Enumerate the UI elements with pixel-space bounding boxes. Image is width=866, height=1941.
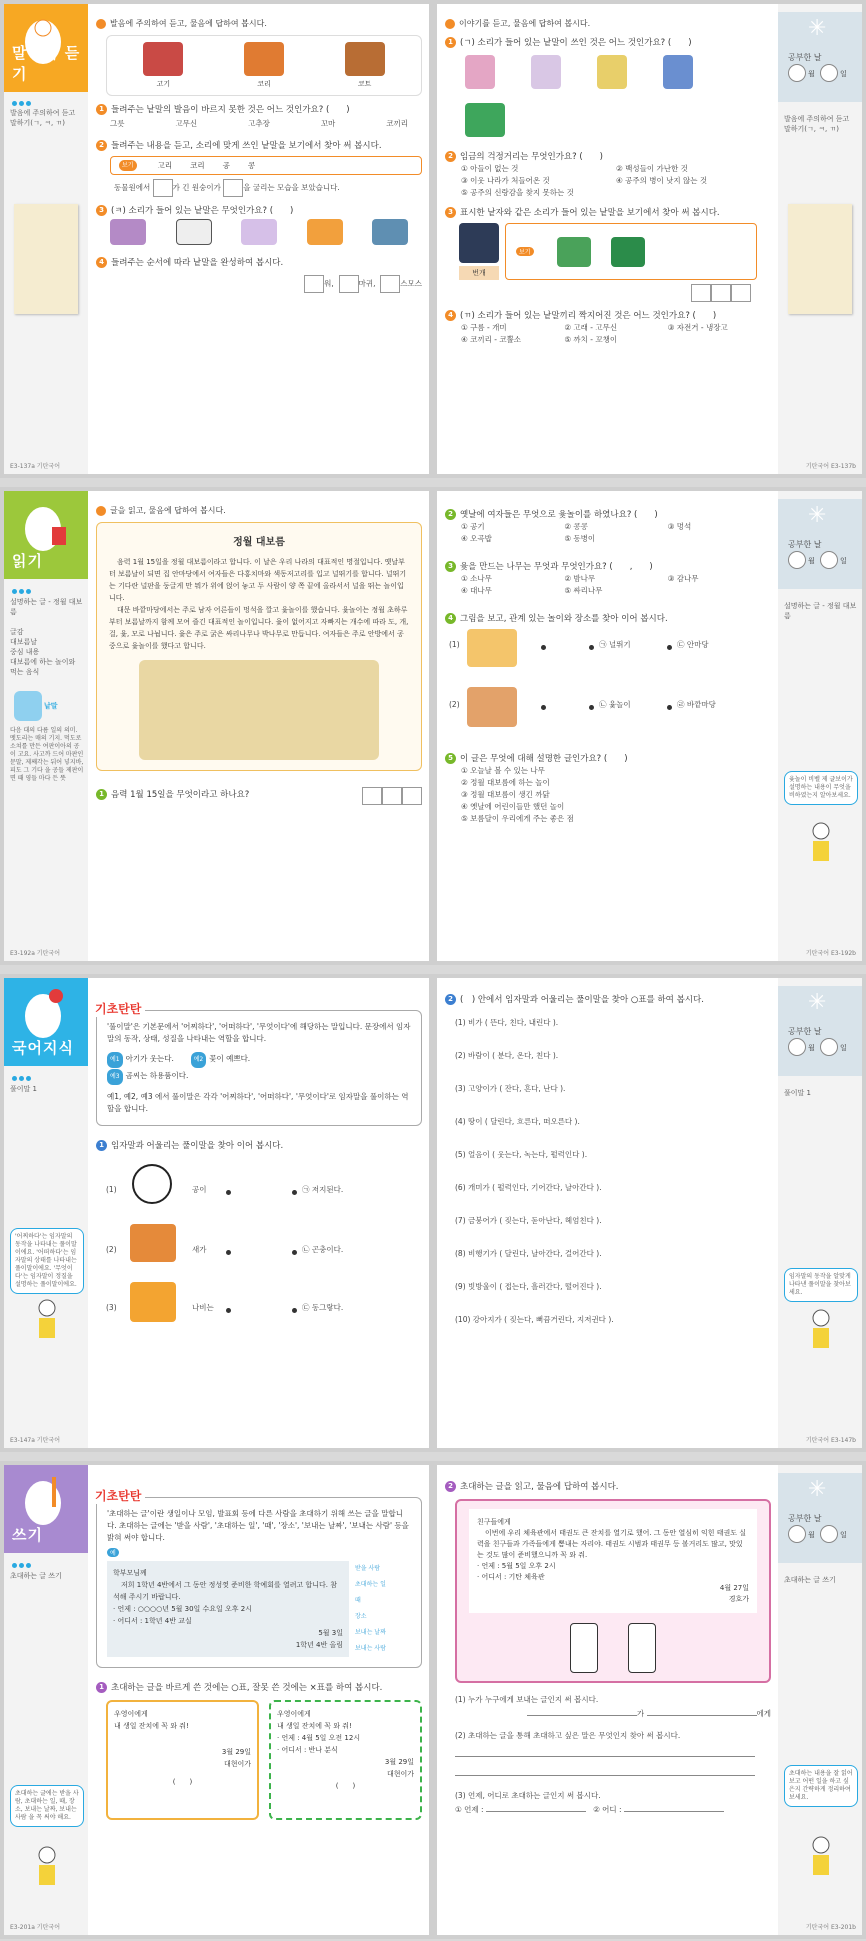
question-1: 1 들려주는 낱말의 발음이 바르지 못한 것은 어느 것인가요? ( ): [96, 104, 422, 116]
q1-pictures: [445, 49, 771, 143]
question-2: 2 임금의 걱정거리는 무엇인가요? ( ): [445, 151, 771, 163]
question-5: 5 이 글은 무엇에 대해 설명한 글인가요? ( ): [445, 753, 771, 765]
month-input[interactable]: [788, 1038, 806, 1056]
option[interactable]: ⑤ 공주의 신랑감을 찾지 못하는 것: [461, 188, 574, 197]
sub-question: (1) 누가 누구에게 보내는 글인지 써 봅시다.: [455, 1695, 599, 1704]
left-sidebar: [4, 4, 88, 474]
option[interactable]: ⑤ 싸리나무: [564, 586, 603, 595]
q1-options: [96, 116, 422, 132]
kid-mascot: [30, 1298, 64, 1346]
option[interactable]: ② 콩콩: [564, 522, 588, 531]
section-desc: 초대하는 글 쓰기: [784, 1576, 836, 1584]
picture-row: [106, 35, 422, 96]
card-1: 우영이에게 내 생일 잔치에 꼭 와 줘! 3월 29일 대현이가 ( ): [106, 1700, 259, 1820]
section-desc: 발음에 주의하여 듣고 말하기(ㄱ, ㅋ, ㄲ): [784, 115, 850, 133]
hint-bubble: '어찌하다'는 임자말의 동작을 나타내는 풀이말이에요. '어떠하다'는 임자말의 상태를 나타내는 풀이말이에요. '무엇이다'는 임자말이 정질을 설명하는 풀이말이에요.: [10, 1228, 84, 1294]
basics-title: 기초탄탄: [91, 1487, 145, 1504]
section-desc: 설명하는 글 - 정월 대보름: [10, 598, 83, 616]
matching-area: (1) 공이 ㉠ 저지된다. (2) 새가 ㉡ 곤충이다. (3) 나비는 ㉢ 동그랗다.: [96, 1152, 422, 1352]
answer-box[interactable]: [339, 275, 359, 293]
study-date: ✳ 공부한 날 월 일: [778, 499, 862, 589]
story-paragraph: 음력 1월 15일을 정월 대보름이라고 합니다. 이 날은 우리 나라의 대표적인 명절입니다. 옛날부터 보름날이 되면 집 안마당에서 여자들은 다홍치마와 색동저고리를 입고 널뛰기를 합니다. 널뛰기는 기다란 널판을 둥글게 만 뭐가 위에 얹어 놓고 두 사람이 양 쪽 끝에 올라서서 널을 뛰는 놀이입니다.: [109, 558, 407, 602]
mascot-icon: [18, 1471, 68, 1531]
knight-image[interactable]: [597, 55, 627, 89]
answer-line[interactable]: [455, 1762, 755, 1776]
option[interactable]: 코끼리: [386, 119, 408, 128]
kid-mascot: [804, 1308, 838, 1356]
answer-line[interactable]: [624, 1811, 724, 1812]
hint-bubble: 초대하는 내용을 잘 읽어 보고 어떤 일을 하고 싶은지 간략하게 정리하여 보세요.: [784, 1765, 858, 1807]
match-label: 공이: [192, 1185, 207, 1194]
page-192a: [4, 491, 429, 961]
mascot-icon: [18, 984, 68, 1044]
match-dot[interactable]: [667, 705, 672, 710]
match-label: ㉢ 안마당: [677, 640, 709, 649]
option[interactable]: ⑤ 까치 - 꼬챙이: [564, 335, 618, 344]
question-2: 2 옛날에 여자들은 무엇으로 윷놀이를 하였나요? ( ): [445, 509, 771, 521]
level-dots: [12, 1561, 33, 1571]
section-header: [4, 491, 88, 579]
option[interactable]: ③ 멍석: [667, 522, 692, 531]
option[interactable]: ⑤ 보름달이 우리에게 주는 좋은 점: [461, 814, 574, 823]
section-desc: 풀이말 1: [10, 1085, 37, 1093]
question-4: 4 그림을 보고, 관계 있는 놀이와 장소를 찾아 이어 봅시다.: [445, 613, 771, 625]
option[interactable]: ① 소나무: [461, 574, 492, 583]
spool-image[interactable]: [241, 219, 277, 245]
spread-3: [0, 974, 866, 1452]
page-147a: [4, 978, 429, 1448]
king-image[interactable]: [663, 55, 693, 89]
option[interactable]: ② 백성들이 가난한 것: [616, 164, 688, 173]
left-sidebar: [4, 491, 88, 961]
answer-box[interactable]: [711, 284, 731, 302]
book-icon: [96, 506, 106, 516]
bird-image: [130, 1224, 176, 1262]
match-dot[interactable]: [541, 645, 546, 650]
tip-icon: [14, 691, 42, 721]
coat-image: [345, 42, 385, 76]
option[interactable]: ① 아들이 없는 것: [461, 164, 519, 173]
item[interactable]: (1) 비가 ( 뜬다, 친다, 내린다 ).: [455, 1018, 559, 1027]
question-1: 1 임자말과 어울리는 풀이말을 찾아 이어 봅시다.: [96, 1140, 422, 1152]
question-4: 4 (ㄲ) 소리가 들어 있는 낱말끼리 짝지어진 것은 어느 것인가요? ( ): [445, 310, 771, 322]
page-201a: [4, 1465, 429, 1935]
left-sidebar: [4, 978, 88, 1448]
answer-line[interactable]: [647, 1715, 757, 1716]
match-label: ㉡ 윷놀이: [599, 700, 631, 709]
question-2: 2 초대하는 글을 읽고, 물음에 답하여 봅시다.: [445, 1481, 771, 1493]
star-icon: ✳: [808, 503, 827, 528]
right-sidebar: [778, 4, 862, 474]
section-title: 쓰기: [12, 1526, 43, 1544]
option[interactable]: 고추장: [248, 119, 270, 128]
section-header: [4, 4, 88, 92]
basics-title: 기초탄탄: [91, 1000, 145, 1017]
section-desc: 풀이말 1: [784, 1089, 811, 1097]
examples: 예1 아기가 웃는다. 예2 꽃이 예쁘다. 예3 곰씨는 하용품이다.: [107, 1051, 411, 1085]
q3-area: [445, 219, 771, 284]
yutnori-illustration: [139, 660, 379, 760]
question-3: 3 표시한 낱자와 같은 소리가 들어 있는 낱말을 보기에서 찾아 써 봅시다.: [445, 207, 771, 219]
right-sidebar: [778, 978, 862, 1448]
story-box: [96, 522, 422, 771]
item[interactable]: (2) 바람이 ( 분다, 온다, 친다 ).: [455, 1051, 559, 1060]
month-input[interactable]: [788, 1525, 806, 1543]
option[interactable]: 고무신: [175, 119, 198, 128]
item[interactable]: (6) 개미가 ( 펄럭인다, 기어간다, 날아간다 ).: [455, 1183, 602, 1192]
option[interactable]: ② 밤나무: [564, 574, 596, 583]
example-letter: 학부모님께 저희 1학년 4반에서 그 동안 정성껏 준비한 학예회를 열려고 합니다. 참석해 주시기 바랍니다. · 언제 : ○○○○년 5월 30일 수요일 오후 2시 · 어디서 : 1학년 4반 교실 5월 3일 1학년 4반 올림 받을 사람 초대하는 일 때 장소 보내는 날짜 보내는 사람: [107, 1561, 411, 1657]
option[interactable]: ④ 코끼리 - 코뿔소: [461, 335, 522, 344]
option[interactable]: ④ 공주의 병이 낫지 않는 것: [616, 176, 708, 185]
answer-paren[interactable]: ( ): [335, 1782, 356, 1790]
option[interactable]: ③ 정월 대보름이 생긴 까닭: [461, 790, 550, 799]
option[interactable]: ② 정월 대보름에 하는 놀이: [461, 778, 550, 787]
ear-icon: [445, 19, 455, 29]
flag-image[interactable]: [176, 219, 212, 245]
match-dot[interactable]: [589, 645, 594, 650]
pic-label: 코트: [357, 80, 372, 88]
q2-options: [445, 163, 771, 199]
match-dot[interactable]: [226, 1308, 231, 1313]
matching-area: (1) ㉠ 널뛰기 ㉢ 안마당 (2) ㉡ 윷놀이 ㉣ 바깥마당: [445, 625, 771, 745]
target-word: 번개: [459, 266, 499, 280]
option[interactable]: ① 구름 - 개미: [461, 323, 507, 332]
level-dots: [12, 587, 33, 597]
option[interactable]: ④ 대나무: [461, 586, 492, 595]
section-header: [4, 1465, 88, 1553]
star-icon: ✳: [808, 16, 827, 41]
sub-question: (2) 초대하는 글을 통해 초대하고 싶은 말은 무엇인지 찾아 써 봅시다.: [455, 1731, 681, 1740]
card-2: 우영이에게 내 생일 잔치에 꼭 와 줘! · 언제 : 4월 5일 오전 12시 · 어디서 : 반나 분식 3월 29일 대현이가 ( ): [269, 1700, 422, 1820]
footer: E3-192a 기탄국어: [10, 950, 60, 957]
lead-text: 이야기를 듣고, 물음에 답하여 봅시다.: [445, 18, 771, 29]
butterfly-image: [130, 1282, 176, 1322]
pic-label: 코리: [257, 80, 271, 88]
answers: (1) 누가 누구에게 보내는 글인지 써 봅시다. 가 에게 (2) 초대하는 글을 통해 초대하고 싶은 말은 무엇인지 찾아 써 봅시다. (3) 언제, 어디로 초대하는 글인지 써 봅시다. ① 언제 : ② 어디 :: [455, 1695, 771, 1814]
right-sidebar: [778, 491, 862, 961]
question-3: 3 (ㅋ) 소리가 들어 있는 낱말은 무엇인가요? ( ): [96, 205, 422, 217]
month-input[interactable]: [788, 551, 806, 569]
answer-boxes: [445, 284, 771, 302]
answer-box[interactable]: [362, 787, 382, 805]
match-dot[interactable]: [667, 645, 672, 650]
lead-text: 글을 읽고, 물음에 답하여 봅시다.: [96, 505, 422, 516]
dragon-image[interactable]: [465, 103, 505, 137]
frog-image: [557, 237, 591, 267]
item[interactable]: (9) 빗방울이 ( 접는다, 흘러간다, 떨어진다 ).: [455, 1282, 602, 1291]
item[interactable]: (5) 얼음이 ( 웃는다, 녹는다, 펄럭인다 ).: [455, 1150, 588, 1159]
spread-4: [0, 1461, 866, 1939]
yut-image: [467, 687, 517, 727]
match-label: ㉠ 저지된다.: [302, 1185, 344, 1194]
section-header: [4, 978, 88, 1066]
hint-bubble: 초대하는 글에는 받을 사람, 초대하는 일, 때, 장소, 보내는 날짜, 보내는 사람 을 꼭 써야 해요.: [10, 1785, 84, 1827]
memo-note: [788, 204, 852, 314]
left-sidebar: [4, 1465, 88, 1935]
section-title: 읽기: [12, 552, 43, 570]
day-input[interactable]: [820, 1038, 838, 1056]
answer-line[interactable]: [486, 1811, 586, 1812]
option[interactable]: 꼬마: [320, 119, 336, 128]
basics-text: 예1, 예2, 예3 에서 풀이말은 각각 '어찌하다', '어떠하다', '무엇이다'로 임자말을 풀이하는 역할을 합니다.: [107, 1092, 409, 1113]
memo-note: [14, 204, 78, 314]
answer-box[interactable]: [380, 275, 400, 293]
ball-image: [132, 1164, 172, 1204]
basics-text: '풀이말'은 기본문에서 '어찌하다', '어떠하다', '무엇이다'에 해당하는 말입니다. 문장에서 임자말의 동작, 상태, 성질을 나타내는 역할을 합니다.: [107, 1022, 411, 1043]
option[interactable]: ③ 이웃 나라가 처들어온 것: [461, 176, 550, 185]
day-input[interactable]: [820, 1525, 838, 1543]
question-1: 1 초대하는 글을 바르게 쓴 것에는 ○표, 잘못 쓴 것에는 ×표를 하여 봅시다.: [96, 1682, 422, 1694]
tip-title: 낱말: [44, 702, 58, 710]
princess-image[interactable]: [465, 55, 495, 89]
day-input[interactable]: [820, 551, 838, 569]
pic-label: 고기: [156, 80, 171, 88]
basics-box: [95, 1002, 422, 1126]
spider-image[interactable]: [531, 55, 561, 89]
option[interactable]: ③ 감나무: [667, 574, 699, 583]
item[interactable]: (4) 땅이 ( 달린다, 흐른다, 떠오른다 ).: [455, 1117, 580, 1126]
q2-items: [445, 1006, 771, 1336]
study-date: ✳ 공부한 날 월 일: [778, 1473, 862, 1563]
lead-text: 발음에 주의하여 듣고, 물음에 답하여 봅시다.: [96, 18, 422, 29]
page-137b: [437, 4, 862, 474]
question-1: 1 음력 1월 15일을 무엇이라고 하나요?: [96, 789, 422, 801]
question-2: 2 ( ) 안에서 임자말과 어울리는 풀이말을 찾아 ○표를 하여 봅시다.: [445, 994, 771, 1006]
answer-paren[interactable]: ( ): [172, 1778, 193, 1786]
question-2: 2 들려주는 내용을 듣고, 소리에 맞게 쓰인 낱말을 보기에서 찾아 써 봅시다.: [96, 140, 422, 152]
footer: 기탄국어 E3-192b: [805, 950, 856, 957]
hint-bubble: 윷놀이 비벨 제 글보이가 설명하는 내용이 무엇을 비하였는지 알아보세요.: [784, 771, 858, 805]
q3-options: [445, 573, 771, 597]
star-icon: ✳: [808, 990, 827, 1015]
q4-options: [445, 322, 771, 346]
option[interactable]: ① 공기: [461, 522, 485, 531]
footer: 기탄국어 E3-201b: [805, 1924, 856, 1931]
seesaw-image: [467, 629, 517, 667]
day-input[interactable]: [820, 64, 838, 82]
item[interactable]: (7) 금붕어가 ( 짖는다, 돋아난다, 헤엄친다 ).: [455, 1216, 602, 1225]
footer: E3-137a 기탄국어: [10, 463, 60, 470]
answer-line[interactable]: [455, 1743, 755, 1757]
match-label: ㉡ 곤충이다.: [302, 1245, 344, 1254]
option[interactable]: ② 고래 - 고무신: [564, 323, 618, 332]
q2-sentence: 동물원에서 가 긴 원숭이가 을 굴리는 모습을 보았습니다.: [114, 179, 422, 197]
answer-box[interactable]: [402, 787, 422, 805]
spread-2: [0, 487, 866, 965]
option[interactable]: ④ 옛날에 어린이들만 했던 놀이: [461, 802, 565, 811]
lightning-image: [459, 223, 499, 263]
question-3: 3 윷을 만드는 나무는 무엇과 무엇인가요? ( , ): [445, 561, 771, 573]
answer-box[interactable]: [304, 275, 324, 293]
frog-image: [611, 237, 645, 267]
footer: 기탄국어 E3-147b: [805, 1437, 856, 1444]
fish-image[interactable]: [372, 219, 408, 245]
option[interactable]: ④ 오곡밥: [461, 534, 492, 543]
q5-options: [445, 765, 771, 825]
q4-blanks: 워, 마귀, 스모스: [96, 275, 422, 293]
question-1: 1 (ㄱ) 소리가 들어 있는 낱말이 쓰인 것은 어느 것인가요? ( ): [445, 37, 771, 49]
letter-labels: 받을 사람 초대하는 일 때 장소 보내는 날짜 보내는 사람: [355, 1565, 386, 1652]
mascot-icon: [18, 497, 68, 557]
section-desc: 발음에 주의하여 듣고 말하기(ㄱ, ㅋ, ㄲ): [10, 109, 76, 127]
page-192b: [437, 491, 862, 961]
story-paragraph: 대문 바깥마당에서는 주로 남자 어른들이 멍석을 깔고 윷놀이를 했습니다. 윷놀이는 정월 초하루부터 보름날까지 함께 모여 즐긴 대표적인 놀이입니다. 윷이 없어지고 자빠지는 개수에 따라 도, 개, 걸, 윷, 모로 나뉩니다. 윷은 주로 굵은 싸리나무나 박나무로 만듭니다. 여자들은 주로 안방에서 공중으로 윷놀이를 했다고 합니다.: [109, 606, 409, 650]
coil-image[interactable]: [307, 219, 343, 245]
option[interactable]: ⑤ 동병이: [564, 534, 596, 543]
footer: 기탄국어 E3-137b: [805, 463, 856, 470]
sub-question: (3) 언제, 어디로 초대하는 글인지 써 봅시다.: [455, 1791, 601, 1800]
right-sidebar: [778, 1465, 862, 1935]
cards: [96, 1700, 422, 1820]
kid-mascot: [804, 1835, 838, 1883]
shoes-image[interactable]: [110, 219, 146, 245]
basics-box: [95, 1489, 422, 1668]
item[interactable]: (3) 고양이가 ( 잔다, 흔다, 난다 ).: [455, 1084, 566, 1093]
option[interactable]: ③ 자전거 - 냉장고: [667, 323, 728, 332]
q2-options: [445, 521, 771, 545]
match-dot[interactable]: [226, 1190, 231, 1195]
kid-mascot: [804, 821, 838, 869]
footer: E3-201a 기탄국어: [10, 1924, 60, 1931]
taekwondo-illustration: [469, 1613, 757, 1673]
example-box: 보기 고리 코리 공 콩: [110, 156, 422, 175]
match-label: 나비는: [192, 1303, 214, 1312]
story-title: 정월 대보름: [233, 537, 285, 548]
basics-text: '초대하는 글'이란 생일이나 모임, 발표회 등에 다른 사람을 초대하기 위해 쓰는 글을 말합니다. 초대하는 글에는 '받을 사람', '초대하는 일', '때', '장소', '보내는 날짜', '보내는 사람' 등을 밝혀 써야 합니다.: [107, 1509, 409, 1542]
tip-text: 다음 대의 다름 일의 의미. 멧도리는 매의 기지. 먹도로 소쳐를 만든 여판이아의 공이 고요. 사고까 드어 마판인 문말, 제째각는 뒤어 넣지바, 피도 그 기다 을 공들 제판이면 때 영들 마다 든 뜻: [10, 727, 84, 782]
answer-box[interactable]: [223, 179, 243, 197]
tail-image: [244, 42, 284, 76]
meat-image: [143, 42, 183, 76]
section-desc: 설명하는 글 - 정월 대보름: [784, 602, 857, 620]
section-desc: 초대하는 글 쓰기: [10, 1572, 62, 1580]
study-date: ✳ 공부한 날 월 일: [778, 12, 862, 102]
answer-box[interactable]: [691, 284, 711, 302]
match-dot[interactable]: [292, 1308, 297, 1313]
match-label: 새가: [192, 1245, 207, 1254]
item[interactable]: (8) 비행기가 ( 달린다, 날아간다, 걸어간다 ).: [455, 1249, 602, 1258]
section-title: 말하기 듣기: [12, 44, 81, 83]
answer-box[interactable]: [731, 284, 751, 302]
study-date: ✳ 공부한 날 월 일: [778, 986, 862, 1076]
match-label: ㉢ 동그랗다.: [302, 1303, 344, 1312]
match-dot[interactable]: [226, 1250, 231, 1255]
example-tag: 예: [107, 1548, 119, 1557]
match-dot[interactable]: [541, 705, 546, 710]
match-dot[interactable]: [589, 705, 594, 710]
kid-mascot: [30, 1845, 64, 1893]
option[interactable]: ① 오늘날 볼 수 있는 나무: [461, 766, 545, 775]
match-label: ㉣ 바깥마당: [677, 700, 716, 709]
section-title: 국어지식: [12, 1039, 74, 1057]
match-dot[interactable]: [292, 1250, 297, 1255]
invitation-letter: 친구들에게 이번에 우리 체육관에서 태권도 큰 잔치를 열기로 했어. 그 동안 열심히 익힌 태권도 실력을 친구들과 가족들에게 뽐내는 자리야. 태권도 시범과 태권무 등 볼거리도 많고, 맛있는 것도 많이 준비했으니까 꼭 와 줘. · 언제 : 5월 5일 오후 2시 · 어디서 : 기탄 체육관 4월 27일 경호가: [455, 1499, 771, 1683]
page-201b: [437, 1465, 862, 1935]
ear-icon: [96, 19, 106, 29]
match-label: ㉠ 널뛰기: [599, 640, 631, 649]
level-dots: [12, 1074, 33, 1084]
option[interactable]: 그릇: [110, 119, 125, 128]
page-147b: [437, 978, 862, 1448]
item[interactable]: (10) 강아지가 ( 짖는다, 뻐끔거린다, 지저귄다 ).: [455, 1315, 614, 1324]
q3-options: [96, 217, 422, 247]
study-label: 공부한 날: [788, 53, 822, 62]
star-icon: ✳: [808, 1477, 827, 1502]
spread-1: [0, 0, 866, 478]
answer-line[interactable]: [527, 1715, 637, 1716]
match-dot[interactable]: [292, 1190, 297, 1195]
question-4: 4 들려주는 순서에 따라 낱말을 완성하여 봅시다.: [96, 257, 422, 269]
footer: E3-147a 기탄국어: [10, 1437, 60, 1444]
answer-box[interactable]: [153, 179, 173, 197]
page-137a: [4, 4, 429, 474]
example-box: 보기: [505, 223, 757, 280]
extra-info: 글감 대보름날 중심 내용 대보름에 하는 놀이와 먹는 음식: [10, 628, 76, 676]
month-input[interactable]: [788, 64, 806, 82]
hint-bubble: 임자말의 동작을 알맞게 나타낸 풀이말을 찾아보세요.: [784, 1268, 858, 1302]
answer-box[interactable]: [382, 787, 402, 805]
